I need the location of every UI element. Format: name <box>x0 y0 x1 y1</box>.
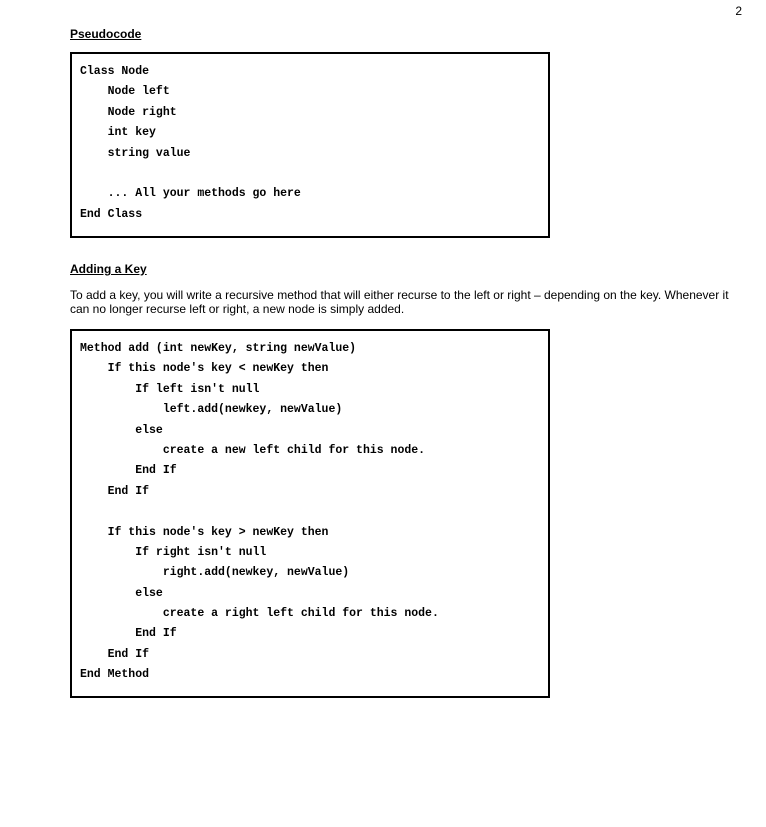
code-line: End If <box>80 464 177 478</box>
code-line: right.add(newkey, newValue) <box>80 566 350 580</box>
code-line: End Class <box>80 207 143 221</box>
paragraph-line: can no longer recurse left or right, a new node is simply added. <box>70 302 405 316</box>
code-line <box>80 164 540 184</box>
code-line: End Method <box>80 668 150 682</box>
code-line: End If <box>80 484 150 498</box>
code-line <box>80 502 540 522</box>
code-line: Node left <box>80 85 170 99</box>
code-line: End If <box>80 647 150 661</box>
code-line: create a right left child for this node. <box>80 607 439 621</box>
code-line: create a new left child for this node. <box>80 443 426 457</box>
code-line: If right isn't null <box>80 545 267 559</box>
code-line: left.add(newkey, newValue) <box>80 403 343 417</box>
code-line: string value <box>80 146 191 160</box>
code-line: If this node's key < newKey then <box>80 362 329 376</box>
code-line: If this node's key > newKey then <box>80 525 329 539</box>
page-number: 2 <box>735 4 742 18</box>
code-line: Method add (int newKey, string newValue) <box>80 342 357 355</box>
code-line: int key <box>80 126 156 140</box>
code-line: else <box>80 586 163 600</box>
code-line: else <box>80 423 163 437</box>
adding-a-key-paragraph <box>70 288 742 316</box>
code-line: Class Node <box>80 65 150 78</box>
method-code-box <box>70 329 550 698</box>
code-line: ... All your methods go here <box>80 187 301 201</box>
code-line: If left isn't null <box>80 382 260 396</box>
code-line: Node right <box>80 105 177 119</box>
adding-a-key-heading: Adding a Key <box>70 262 147 276</box>
paragraph-line: To add a key, you will write a recursive method that will either recurse to the left or right – depending on the key. Whenever it <box>70 288 729 302</box>
class-code-box <box>70 52 550 238</box>
code-line: End If <box>80 627 177 641</box>
pseudocode-heading: Pseudocode <box>70 27 142 41</box>
